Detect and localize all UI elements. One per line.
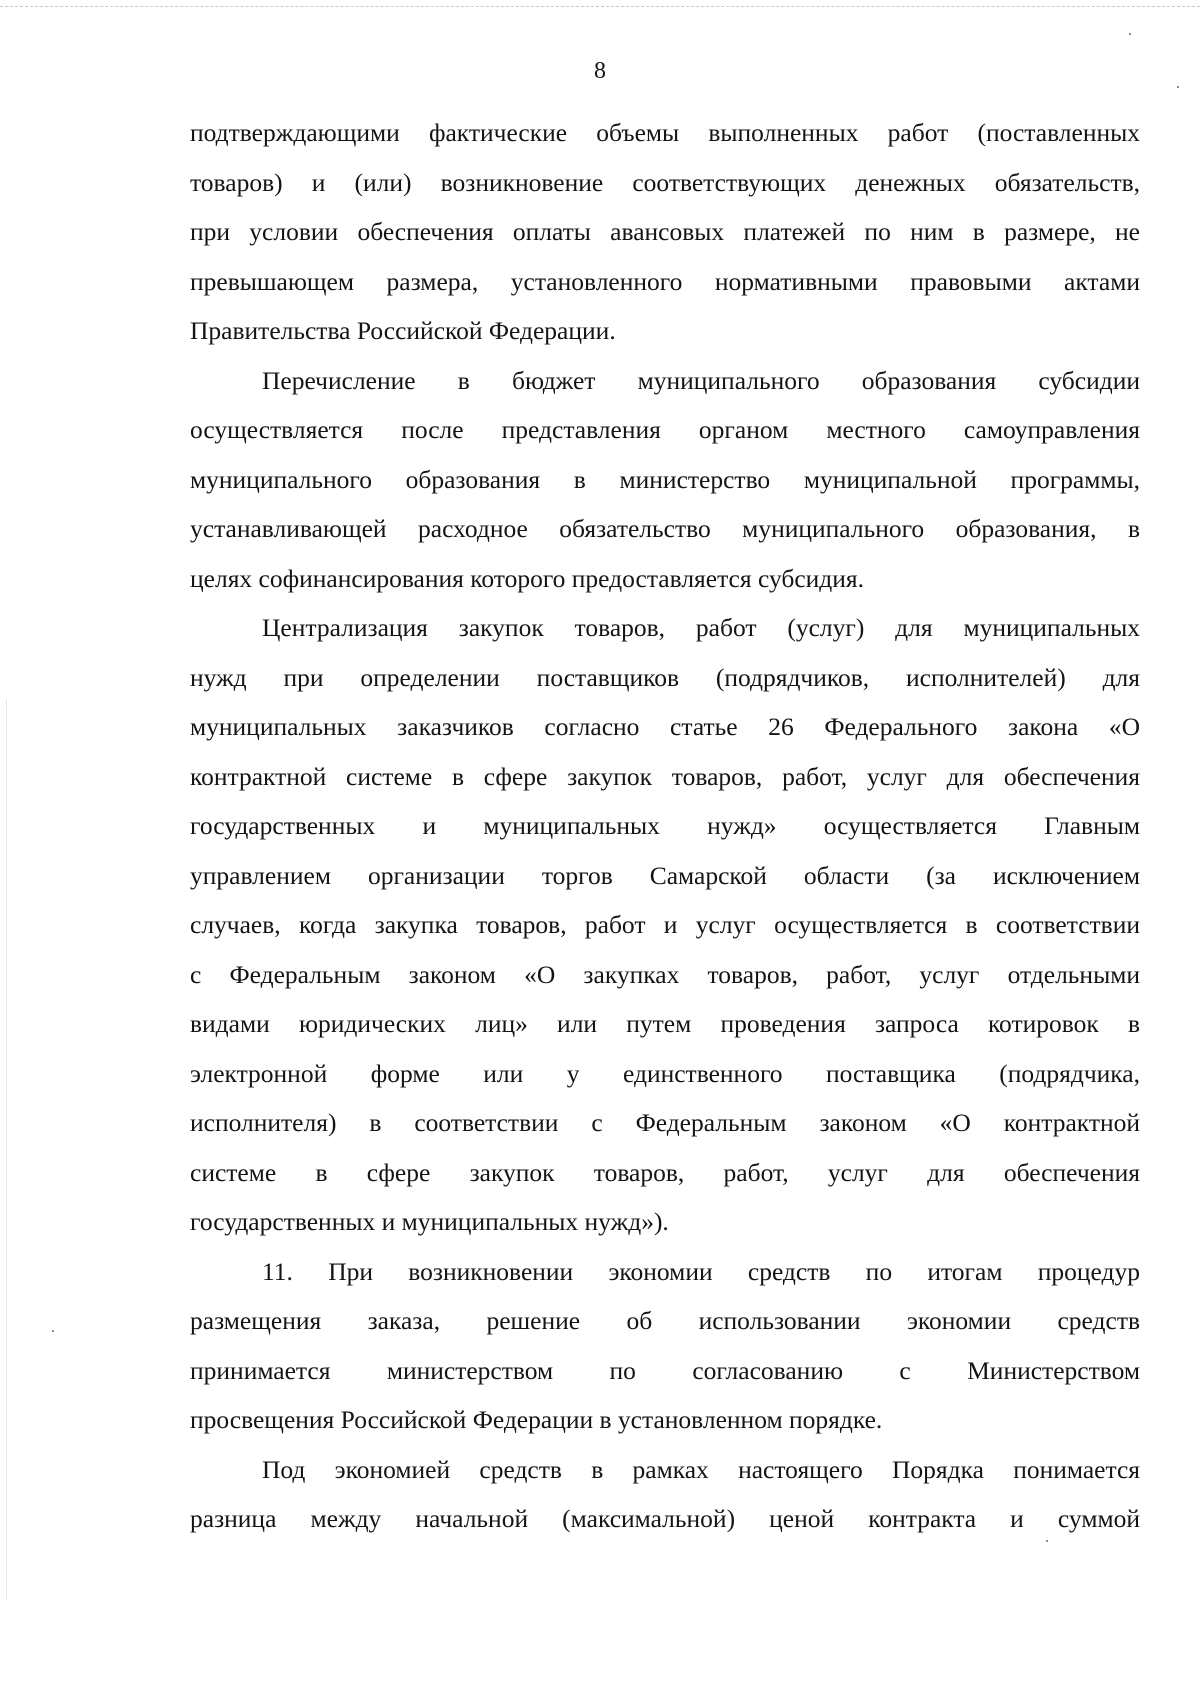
page-number: 8: [594, 58, 606, 84]
text-line: устанавливающей расходное обязательство муниципального образования, в: [190, 514, 1140, 543]
text-line: Под экономией средств в рамках настоящего Порядка понимается: [262, 1454, 1140, 1484]
text-line: подтверждающими фактические объемы выполненных работ (поставленных: [190, 118, 1140, 147]
text-line: нужд при определении поставщиков (подрядчиков, исполнителей) для: [190, 662, 1140, 692]
text-line: электронной форме или у единственного поставщика (подрядчика,: [190, 1058, 1140, 1088]
text-line: государственных и муниципальных нужд» осуществляется Главным: [190, 811, 1140, 840]
text-line: превышающем размера, установленного нормативными правовыми актами: [190, 266, 1140, 296]
scan-edge-top: [0, 6, 1200, 7]
text-line: системе в сфере закупок товаров, работ, услуг для обеспечения: [190, 1157, 1140, 1187]
scan-speck: [1129, 33, 1131, 35]
text-line: Правительства Российской Федерации.: [190, 316, 616, 345]
text-line: целях софинансирования которого предоставляется субсидия.: [190, 563, 865, 593]
text-line: государственных и муниципальных нужд»).: [190, 1207, 669, 1236]
text-line: осуществляется после представления органом местного самоуправления: [190, 415, 1140, 444]
scan-speck: [52, 1330, 54, 1332]
text-line: принимается министерством по согласованию с Министерством: [190, 1355, 1140, 1385]
text-line: муниципального образования в министерство муниципальной программы,: [190, 464, 1140, 494]
text-line: товаров) и (или) возникновение соответствующих денежных обязательств,: [190, 167, 1140, 197]
text-line: с Федеральным законом «О закупках товаров, работ, услуг отдельными: [190, 959, 1140, 989]
text-line: муниципальных заказчиков согласно статье 26 Федерального закона «О: [190, 712, 1140, 741]
text-line: размещения заказа, решение об использовании экономии средств: [190, 1306, 1140, 1335]
text-line: контрактной системе в сфере закупок товаров, работ, услуг для обеспечения: [190, 761, 1140, 791]
text-line: видами юридических лиц» или путем проведения запроса котировок в: [190, 1009, 1140, 1038]
text-line: 11. При возникновении экономии средств по итогам процедур: [262, 1256, 1140, 1286]
scan-edge-left: [6, 700, 7, 1600]
text-line: Перечисление в бюджет муниципального образования субсидии: [262, 365, 1140, 395]
scan-speck: [1177, 86, 1179, 88]
text-line: разница между начальной (максимальной) ценой контракта и суммой: [190, 1504, 1140, 1533]
text-line: исполнителя) в соответствии с Федеральным законом «О контрактной: [190, 1108, 1140, 1137]
text-line: просвещения Российской Федерации в установленном порядке.: [190, 1405, 883, 1434]
text-line: Централизация закупок товаров, работ (услуг) для муниципальных: [262, 613, 1140, 642]
document-body: [190, 108, 1140, 1544]
text-line: случаев, когда закупка товаров, работ и услуг осуществляется в соответствии: [190, 910, 1140, 939]
text-line: управлением организации торгов Самарской области (за исключением: [190, 860, 1140, 890]
text-line: при условии обеспечения оплаты авансовых платежей по ним в размере, не: [190, 217, 1140, 246]
